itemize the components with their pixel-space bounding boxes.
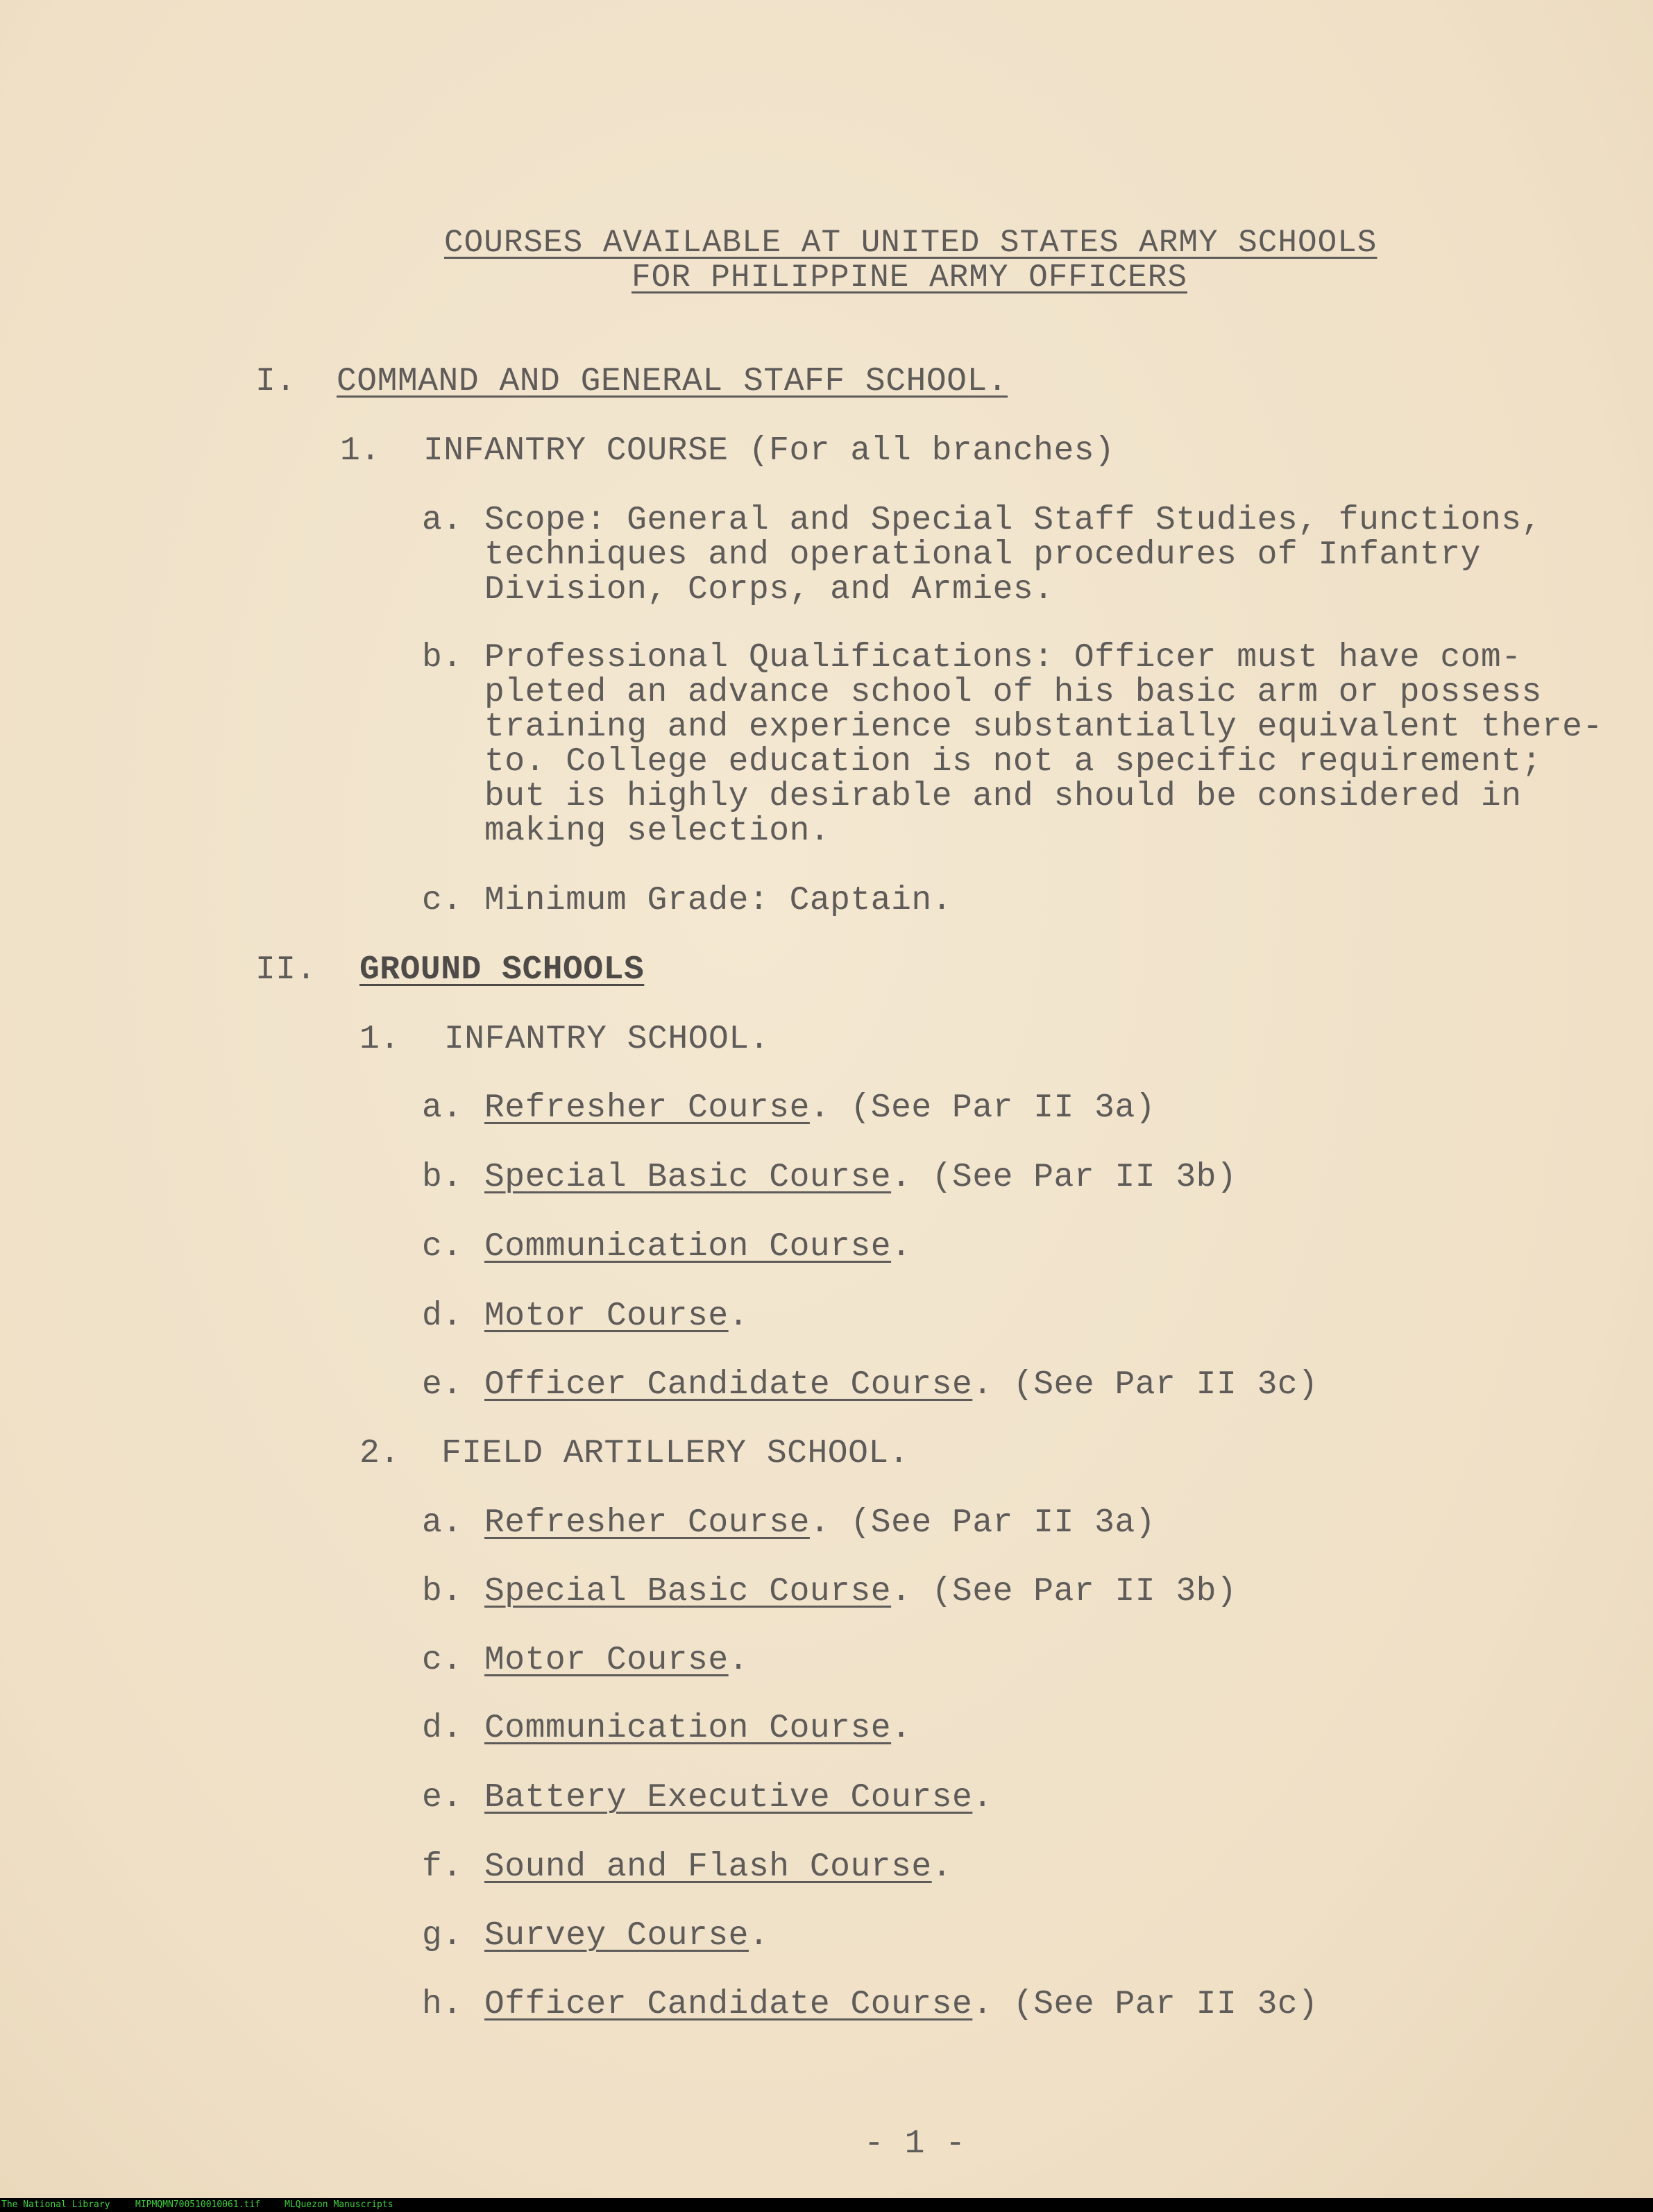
section-1-heading: COMMAND AND GENERAL STAFF SCHOOL. xyxy=(337,363,1008,400)
item-line: but is highly desirable and should be considered in xyxy=(484,778,1522,815)
section-2-number: II. xyxy=(255,951,316,989)
course-entry: Refresher Course. (See Par II 3a) xyxy=(484,1504,1156,1542)
course-letter: d. xyxy=(422,1710,463,1747)
footer-file: MIPMQMN700510010061.tif xyxy=(135,2200,261,2210)
section-1-course-number: 1. xyxy=(340,432,381,470)
course-entry: Officer Candidate Course. (See Par II 3c) xyxy=(484,1366,1319,1404)
course-letter: e. xyxy=(422,1779,463,1817)
section-2-heading: GROUND SCHOOLS xyxy=(359,951,645,989)
item-letter: b. xyxy=(422,639,463,677)
item-line: techniques and operational procedures of Infantry xyxy=(484,536,1481,574)
page-number: - 1 - xyxy=(864,2125,966,2163)
item-line: Minimum Grade: Captain. xyxy=(484,882,953,919)
course-entry: Survey Course. xyxy=(484,1917,770,1955)
course-letter: b. xyxy=(422,1573,463,1610)
title-line-2: FOR PHILIPPINE ARMY OFFICERS xyxy=(631,260,1187,296)
course-entry: Officer Candidate Course. (See Par II 3c) xyxy=(484,1986,1319,2023)
school-number: 2. xyxy=(359,1435,400,1472)
course-entry: Motor Course. xyxy=(484,1298,749,1335)
course-entry: Communication Course. xyxy=(484,1710,912,1747)
item-line: pleted an advance school of his basic arm or possess xyxy=(484,674,1542,711)
course-entry: Special Basic Course. (See Par II 3b) xyxy=(484,1159,1237,1196)
footer-library: The National Library xyxy=(1,2200,110,2210)
title-line-1: COURSES AVAILABLE AT UNITED STATES ARMY SCHOOLS xyxy=(444,225,1378,261)
course-letter: g. xyxy=(422,1917,463,1955)
course-entry: Communication Course. xyxy=(484,1228,912,1266)
archive-footer-bar xyxy=(0,2198,1653,2212)
course-entry: Battery Executive Course. xyxy=(484,1779,993,1817)
course-letter: c. xyxy=(422,1228,463,1266)
item-line: making selection. xyxy=(484,813,831,850)
course-letter: h. xyxy=(422,1986,463,2023)
footer-collection: MLQuezon Manuscripts xyxy=(285,2200,393,2210)
school-number: 1. xyxy=(359,1021,400,1058)
item-line: to. College education is not a specific requirement; xyxy=(484,743,1542,781)
course-entry: Sound and Flash Course. xyxy=(484,1848,953,1886)
course-entry: Special Basic Course. (See Par II 3b) xyxy=(484,1573,1237,1610)
course-letter: a. xyxy=(422,1504,463,1542)
item-letter: c. xyxy=(422,882,463,919)
course-letter: f. xyxy=(422,1848,463,1886)
item-letter: a. xyxy=(422,502,463,539)
course-letter: a. xyxy=(422,1089,463,1127)
section-1-course-label: INFANTRY COURSE (For all branches) xyxy=(423,432,1115,470)
school-label: FIELD ARTILLERY SCHOOL. xyxy=(441,1435,910,1472)
section-1-number: I. xyxy=(255,363,296,400)
school-label: INFANTRY SCHOOL. xyxy=(444,1021,770,1058)
course-letter: b. xyxy=(422,1159,463,1196)
course-letter: e. xyxy=(422,1366,463,1404)
item-line: Scope: General and Special Staff Studies, functions, xyxy=(484,502,1542,539)
item-line: Professional Qualifications: Officer must have com- xyxy=(484,639,1522,677)
item-line: Division, Corps, and Armies. xyxy=(484,571,1054,609)
course-letter: d. xyxy=(422,1298,463,1335)
course-entry: Motor Course. xyxy=(484,1642,749,1679)
item-line: training and experience substantially equivalent there- xyxy=(484,708,1603,746)
course-letter: c. xyxy=(422,1642,463,1679)
course-entry: Refresher Course. (See Par II 3a) xyxy=(484,1089,1156,1127)
